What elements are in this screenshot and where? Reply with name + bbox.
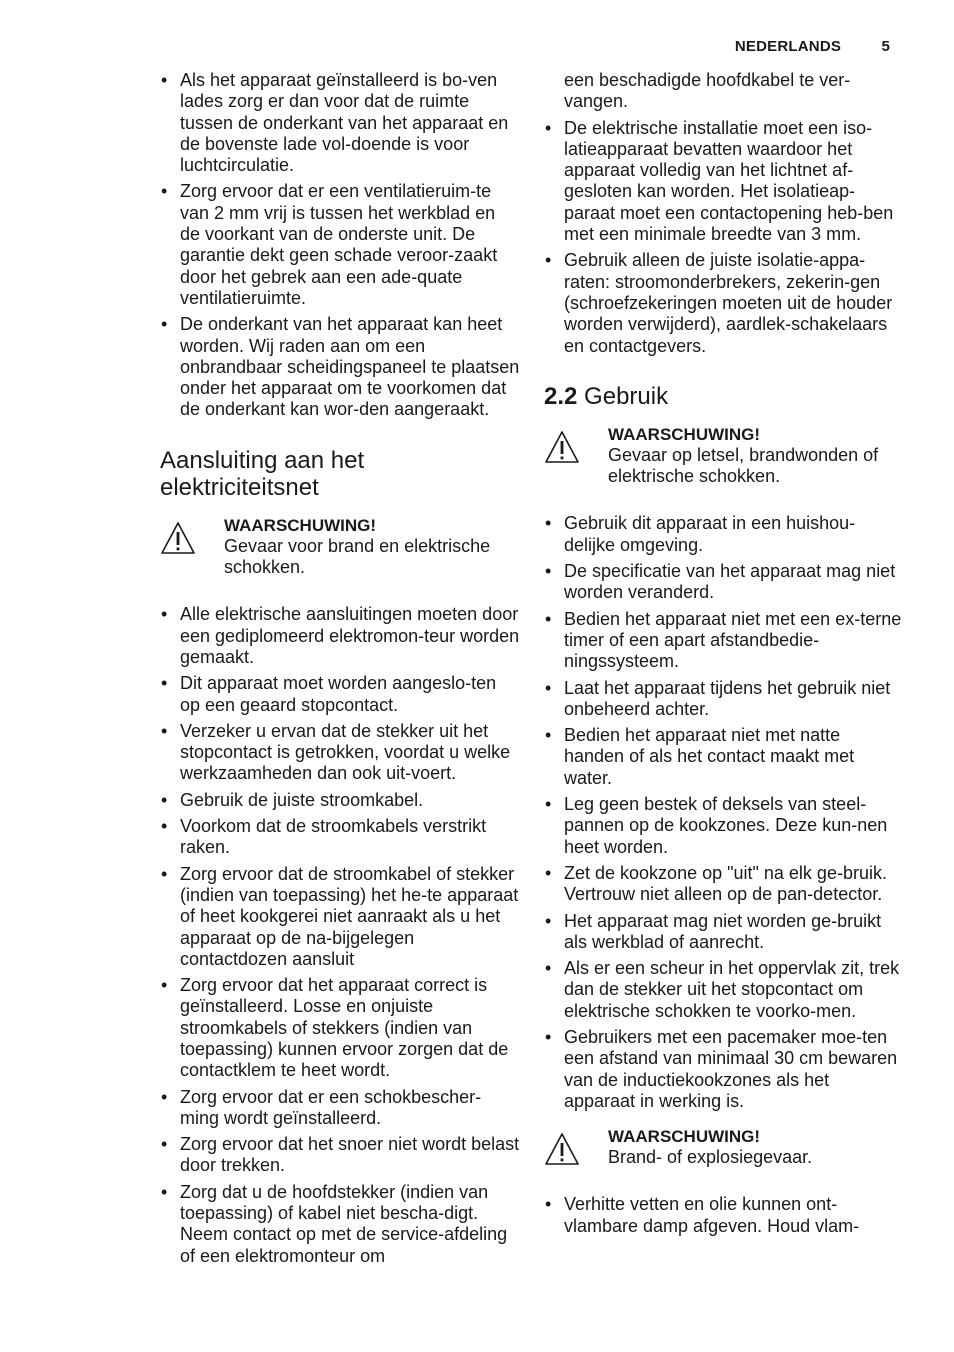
section-title: Gebruik (584, 382, 669, 410)
warning-box (160, 515, 520, 579)
list-item: • Voorkom dat de stroomkabels verstrikt raken. (160, 816, 520, 859)
list-item: • Verhitte vetten en olie kunnen ont-vlambare damp afgeven. Houd vlam- (544, 1194, 904, 1237)
section-heading (544, 383, 904, 410)
warning-message: Brand- of explosiegevaar. (608, 1147, 813, 1168)
section-number: 2.2 (544, 382, 578, 410)
warning-title: WAARSCHUWING! (608, 1127, 761, 1147)
list-item: • De elektrische installatie moet een iso-latieapparaat bevatten waardoor het apparaat volledig van het lichtnet af-gesloten kan worden. Het isolatieap-paraat moet een contactopening heb-ben met een minimale breedte van 3 mm. (544, 118, 904, 246)
bullet-list (544, 118, 904, 357)
right-column (544, 70, 904, 1242)
bullet-list (160, 70, 520, 421)
list-item: • Gebruikers met een pacemaker moe-ten een afstand van minimaal 30 cm bewaren van de inductiekookzones als het apparaat in werking is. (544, 1027, 904, 1112)
warning-message: Gevaar voor brand en elektrische schokken. (224, 535, 491, 578)
page-number: 5 (881, 38, 890, 55)
warning-triangle-icon (160, 521, 196, 555)
list-item: • Zorg ervoor dat het snoer niet wordt belast door trekken. (160, 1134, 520, 1177)
list-item: • Zorg ervoor dat er een schokbescher-ming wordt geïnstalleerd. (160, 1087, 520, 1130)
list-item: • Zorg ervoor dat de stroomkabel of stekker (indien van toepassing) het he-te apparaat of heet kookgerei niet aanraakt als u het apparaat op de na-bijgelegen contactdozen aansluit (160, 864, 520, 970)
list-item: • Zorg ervoor dat er een ventilatieruim-te van 2 mm vrij is tussen het werkblad en de voorkant van de onderste unit. De garantie dekt geen schade veroor-zaakt door het gebrek aan een ade-quate ventilatieruimte. (160, 181, 520, 309)
list-item: • Verzeker u ervan dat de stekker uit het stopcontact is getrokken, voordat u welke werkzaamheden dan ook uit-voert. (160, 721, 520, 785)
list-item: • Bedien het apparaat niet met een ex-terne timer of een apart afstandbedie-ningssysteem. (544, 609, 904, 673)
continued-text: een beschadigde hoofdkabel te ver-vangen. (564, 70, 851, 112)
list-item: • Als er een scheur in het oppervlak zit, trek dan de stekker uit het stopcontact om elektrische schokken te voorko-men. (544, 958, 904, 1022)
section-title: Aansluiting aan het elektriciteitsnet (160, 446, 365, 501)
list-item: • Gebruik de juiste stroomkabel. (160, 790, 520, 811)
list-item: • Gebruik alleen de juiste isolatie-appa-raten: stroomonderbrekers, zekerin-gen (schroefzekeringen moeten uit de houder worden verwijderd), aardlek-schakelaars en contactgevers. (544, 250, 904, 356)
warning-triangle-icon (544, 430, 580, 464)
list-item: • Als het apparaat geïnstalleerd is bo-ven lades zorg er dan voor dat de ruimte tussen de onderkant van het apparaat en de bovenste lade vol-doende is voor luchtcirculatie. (160, 70, 520, 176)
list-item: • Alle elektrische aansluitingen moeten door een gediplomeerd elektromon-teur worden gemaakt. (160, 604, 520, 668)
header-language: NEDERLANDS (734, 38, 842, 55)
warning-message: Gevaar op letsel, brandwonden of elektrische schokken. (608, 444, 879, 487)
list-item: • Dit apparaat moet worden aangeslo-ten op een geaard stopcontact. (160, 673, 520, 716)
warning-title: WAARSCHUWING! (224, 515, 377, 535)
list-item: • De onderkant van het apparaat kan heet worden. Wij raden aan om een onbrandbaar scheidingspaneel te plaatsen onder het apparaat om te voorkomen dat de onderkant kan wor-den aangeraakt. (160, 314, 520, 420)
bullet-list (160, 604, 520, 1267)
warning-box (544, 1126, 904, 1168)
list-item: • Bedien het apparaat niet met natte handen of als het contact maakt met water. (544, 725, 904, 789)
list-item: • De specificatie van het apparaat mag niet worden veranderd. (544, 561, 904, 604)
list-item: • Gebruik dit apparaat in een huishou-delijke omgeving. (544, 513, 904, 556)
left-column (160, 70, 520, 1272)
list-item: • Leg geen bestek of deksels van steel-pannen op de kookzones. Deze kun-nen heet worden. (544, 794, 904, 858)
list-item: • Laat het apparaat tijdens het gebruik niet onbeheerd achter. (544, 678, 904, 721)
list-item: • Zet de kookzone op "uit" na elk ge-bruik. Vertrouw niet alleen op de pan-detector. (544, 863, 904, 906)
warning-title: WAARSCHUWING! (608, 424, 761, 444)
warning-triangle-icon (544, 1132, 580, 1166)
bullet-list (544, 513, 904, 1112)
list-item: • Het apparaat mag niet worden ge-bruikt als werkblad of aanrecht. (544, 911, 904, 954)
warning-box (544, 424, 904, 488)
list-item: • Zorg dat u de hoofdstekker (indien van toepassing) of kabel niet bescha-digt. Neem contact op met de service-afdeling of een elektromonteur om (160, 1182, 520, 1267)
bullet-list (544, 1194, 904, 1237)
page-header (735, 38, 890, 55)
section-heading (160, 447, 520, 501)
list-item: • Zorg ervoor dat het apparaat correct is geïnstalleerd. Losse en onjuiste stroomkabels of stekkers (indien van toepassing) kunnen ervoor zorgen dat de contactklem te heet wordt. (160, 975, 520, 1081)
